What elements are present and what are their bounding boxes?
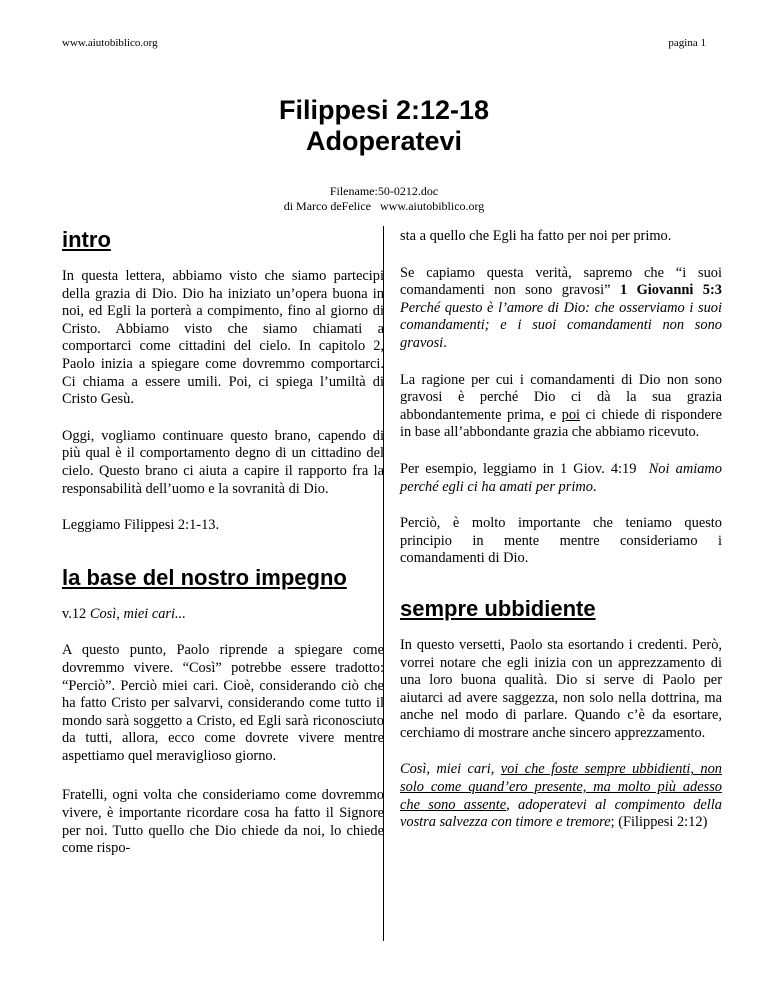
quote: Perché questo è l’amore di Dio: che osserviamo i suoi comandamenti; e i suoi comandamenti non sono gravosi — [400, 282, 730, 351]
paragraph: Perciò, è molto importante che teniamo questo principio in mente mentre consideriamo i comandamenti di Dio. — [400, 515, 722, 567]
paragraph: Per esempio, leggiamo in 1 Giov. 4:19 Noi amiamo perché egli ci ha amati per primo. — [400, 460, 722, 495]
paragraph: In questa lettera, abbiamo visto che siamo partecipi della grazia di Dio. Dio ha iniziato un’opera buona in noi, ed Egli la porterà a compimento, fino al giorno di Cristo. Abbiamo visto che siamo chiamati a comportarci come cittadini del cielo. In capitolo 2, Paolo inizia a spiegare come dovremmo comportarci. Ci chiama a essere umili. Poi, ci spiega l’umiltà di Cristo Gesù. — [62, 268, 384, 408]
header-page-number: pagina 1 — [668, 37, 706, 49]
left-column — [62, 228, 384, 877]
title-line-1: Filippesi 2:12-18 — [278, 95, 490, 125]
paragraph: La ragione per cui i comandamenti di Dio non sono gravosi è perché Dio ci dà la sua grazia abbondantemente prima, e poi ci chiede di rispondere in base all’abbondante grazia che abbiamo ricevuto. — [400, 371, 722, 441]
underlined-quote: voi che foste sempre ubbidienti, non solo come quand’ero presente, ma molto più adesso che sono assente — [400, 761, 722, 813]
verse-text: Così, miei cari... — [89, 605, 186, 622]
underlined-word: poi — [561, 406, 581, 423]
scripture-quote: Così, miei cari, voi che foste sempre ubbidienti, non solo come quand’ero presente, ma molto più adesso che sono assente, adoperatevi al compimento della vostra salvezza con timore e tremore; (Filippesi 2:12) — [400, 761, 723, 831]
header-site: www.aiutobiblico.org — [62, 37, 158, 49]
paragraph: Se capiamo questa verità, sapremo che “i suoi comandamenti non sono gravosi” 1 Giovanni 5:3 Perché questo è l’amore di Dio: che osserviamo i suoi comandamenti; e i suoi comandamenti non sono gravosi. — [400, 264, 730, 351]
filename: Filename:50-0212.doc — [329, 184, 439, 198]
document-meta — [0, 184, 768, 214]
right-column — [400, 228, 730, 851]
paragraph: In questo versetti, Paolo sta esortando i credenti. Però, vorrei notare che egli inizia con un apprezzamento di una loro buona qualità. Dio si serve di Paolo per aiutarci ad avere saggezza, non solo nella dottrina, ma anche nel modo di parlare. Quando c’è da esortare, cerchiamo di mostrare anche sincero apprezzamento. — [400, 636, 722, 741]
heading-base: la base del nostro impegno — [62, 564, 347, 590]
document-title — [0, 95, 768, 157]
paragraph: A questo punto, Paolo riprende a spiegare come dovremmo vivere. “Così” potrebbe essere tradotto: “Perciò”. Perciò miei cari. Cioè, considerando ciò che ha fatto Cristo per salvarvi, considerando come tutto il mondo sarà soggetto a Cristo, ed Egli sarà riconosciuto da tutti, allora, ecco come dovrete vivere mentre aspettiamo quel meraviglioso giorno. — [62, 642, 384, 764]
title-line-2: Adoperatevi — [305, 126, 463, 156]
heading-intro: intro — [62, 227, 111, 252]
heading-sempre: sempre ubbidiente — [400, 595, 596, 621]
bible-reference: 1 Giovanni 5:3 — [619, 282, 722, 299]
paragraph: Leggiamo Filippesi 2:1-13. — [62, 517, 220, 534]
paragraph: Fratelli, ogni volta che consideriamo come dovremmo vivere, è importante ricordare cosa ha fatto il Signore per noi. Tutto quello che Dio chiede da noi, lo chiede come rispo- — [62, 787, 384, 857]
paragraph: sta a quello che Egli ha fatto per noi per primo. — [400, 228, 672, 244]
author-line: di Marco deFelice www.aiutobiblico.org — [283, 199, 485, 213]
verse-reference — [62, 606, 384, 624]
paragraph: Oggi, vogliamo continuare questo brano, capendo di più qual è il comportamento degno di un cittadino del cielo. Questo brano ci aiuta a capire il rapporto fra la responsabilità dell’uomo e la sovranità di Dio. — [62, 427, 384, 497]
quote: Noi amiamo perché egli ci ha amati per primo — [400, 460, 722, 495]
verse-number: v.12 — [62, 605, 90, 622]
